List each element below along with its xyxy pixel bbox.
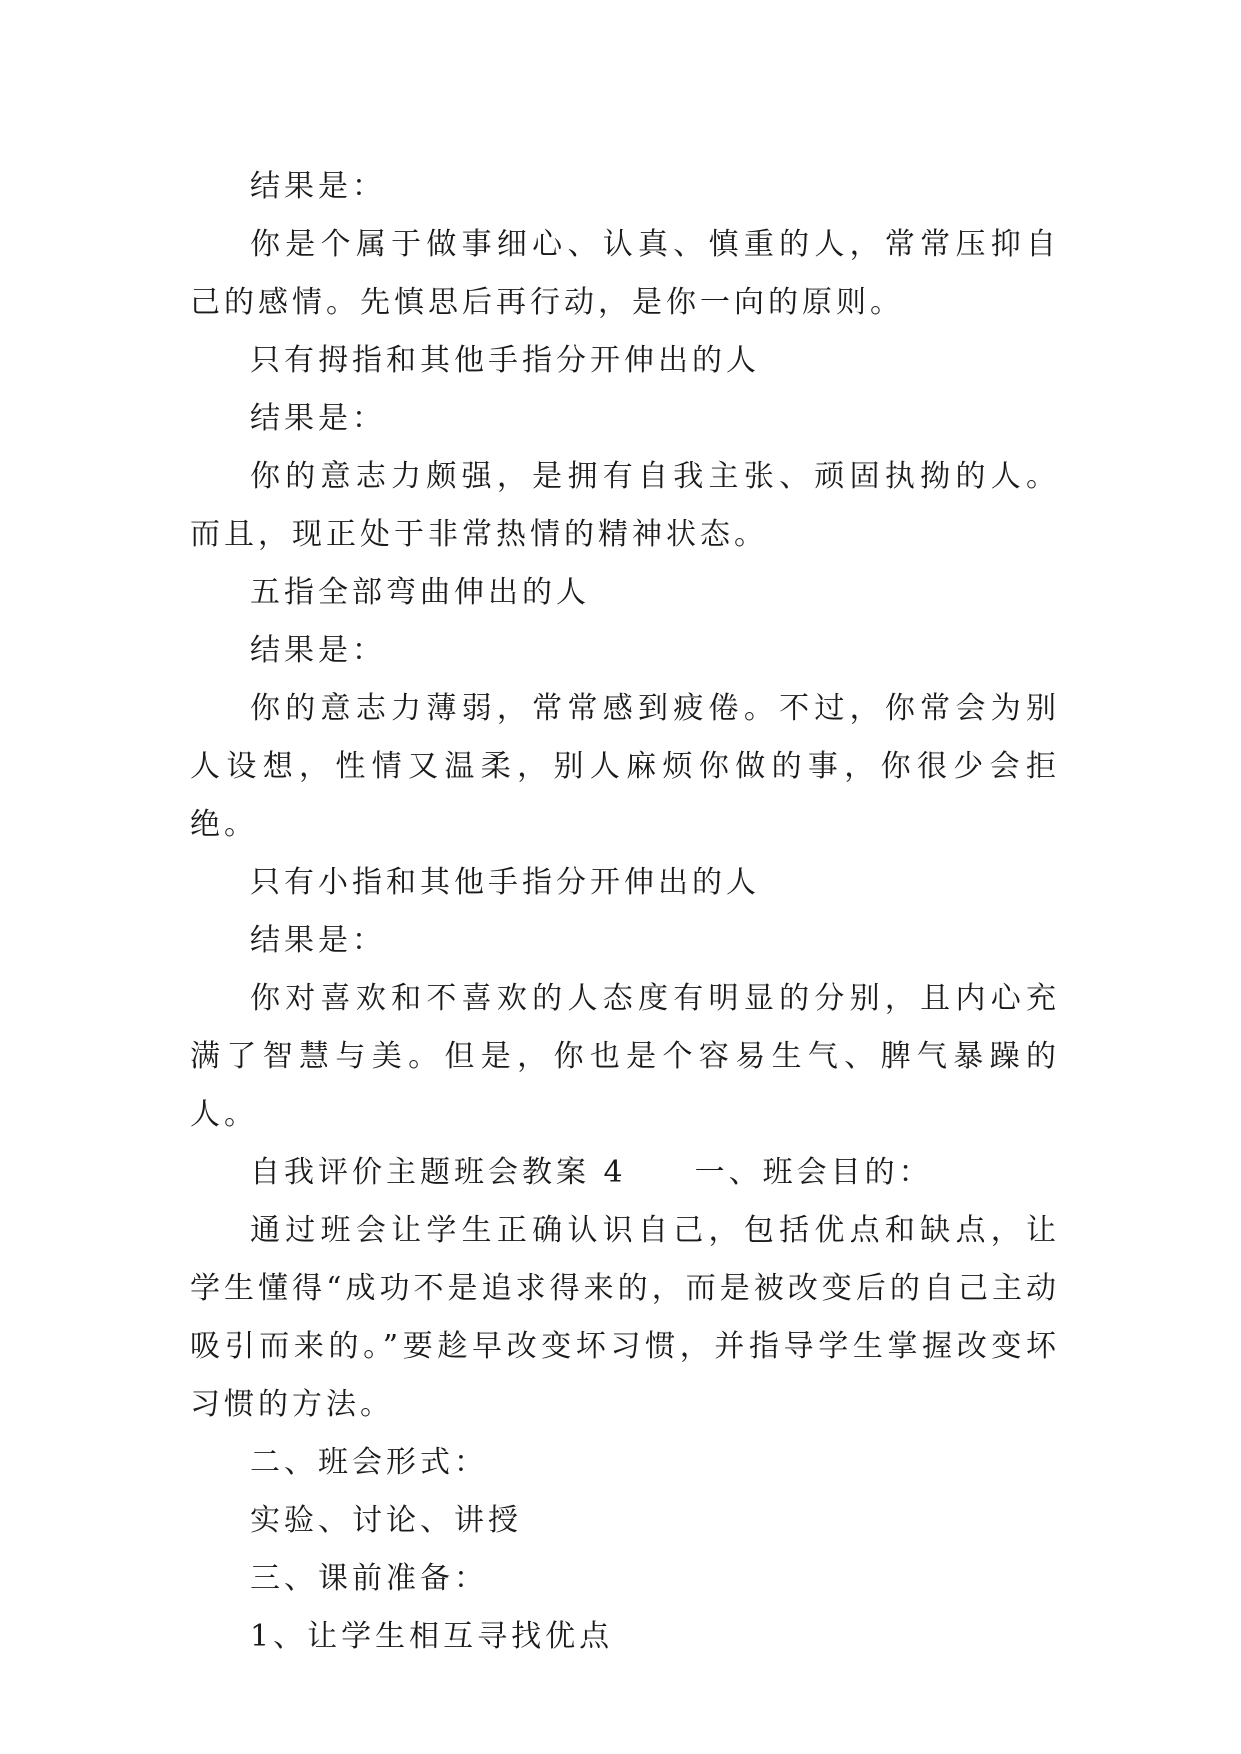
paragraph: 只有小指和其他手指分开伸出的人 bbox=[250, 865, 760, 900]
paragraph: 实验、讨论、讲授 bbox=[250, 1503, 522, 1538]
paragraph: 五指全部弯曲伸出的人 bbox=[250, 575, 590, 610]
result-label: 结果是： bbox=[250, 633, 386, 668]
paragraph: 你的意志力薄弱，常常感到疲倦。不过，你常会为别人设想，性情又温柔，别人麻烦你做的事，你很少会拒绝。 bbox=[190, 691, 1060, 842]
result-label: 结果是： bbox=[250, 401, 386, 436]
paragraph: 你是个属于做事细心、认真、慎重的人，常常压抑自己的感情。先慎思后再行动，是你一向的原则。 bbox=[190, 227, 1060, 320]
document-body bbox=[190, 158, 1060, 1666]
paragraph: 你的意志力颇强，是拥有自我主张、顽固执拗的人。而且，现正处于非常热情的精神状态。 bbox=[190, 459, 1060, 552]
result-label: 结果是： bbox=[250, 923, 386, 958]
section-heading: 三、课前准备： bbox=[250, 1561, 488, 1596]
list-item: 1、让学生相互寻找优点 bbox=[250, 1619, 614, 1654]
paragraph: 只有拇指和其他手指分开伸出的人 bbox=[250, 343, 760, 378]
result-label: 结果是： bbox=[250, 169, 386, 204]
paragraph: 通过班会让学生正确认识自己，包括优点和缺点，让学生懂得“成功不是追求得来的，而是被改变后的自己主动吸引而来的。”要趁早改变坏习惯，并指导学生掌握改变坏习惯的方法。 bbox=[190, 1213, 1060, 1422]
paragraph: 你对喜欢和不喜欢的人态度有明显的分别，且内心充满了智慧与美。但是，你也是个容易生气、脾气暴躁的人。 bbox=[190, 981, 1060, 1132]
section-heading: 自我评价主题班会教案 4 一、班会目的： bbox=[250, 1155, 933, 1190]
section-heading: 二、班会形式： bbox=[250, 1445, 488, 1480]
